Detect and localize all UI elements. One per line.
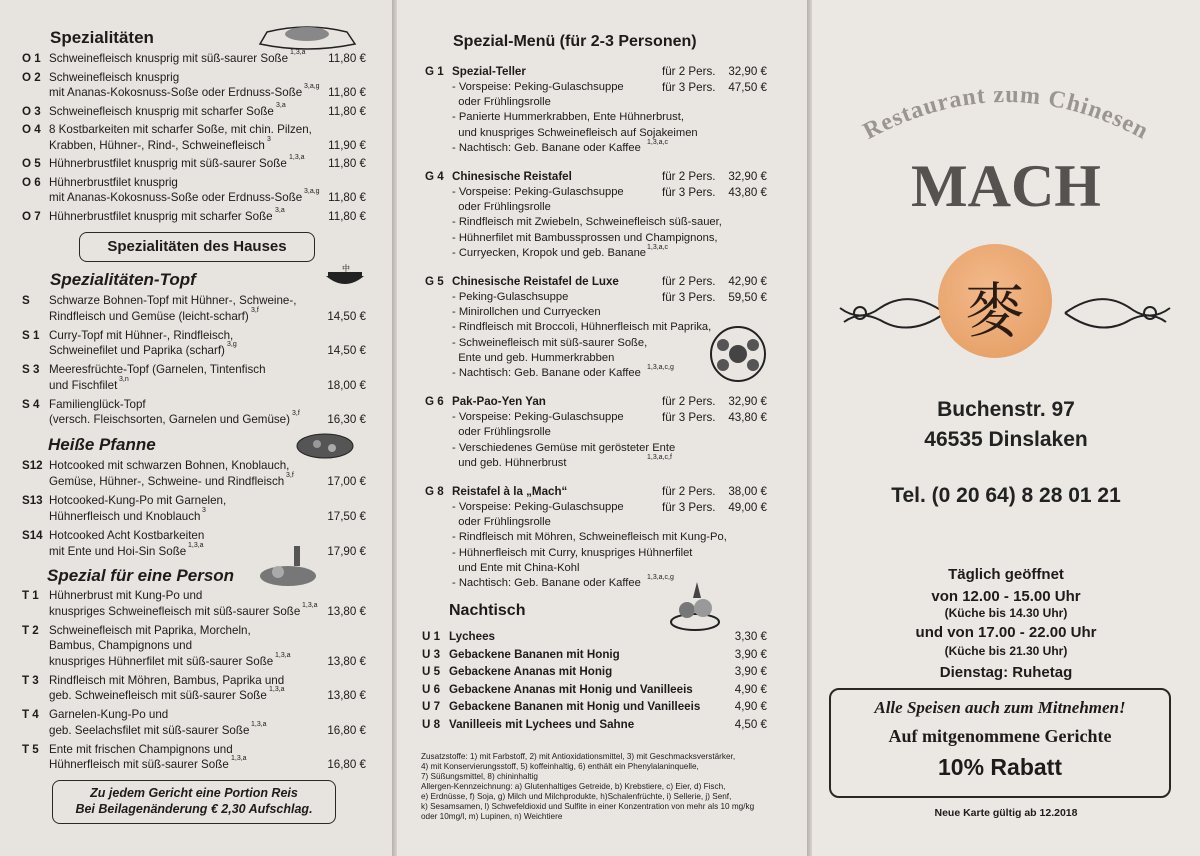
opening-hours-line: (Küche bis 21.30 Uhr) (944, 644, 1068, 658)
menu-number: G 5 (425, 275, 444, 288)
item-number: O 1 (22, 52, 41, 65)
item-text: Hühnerbrustfilet knusprig mit süß-saurer Soße (49, 157, 287, 170)
ornament-left (830, 278, 948, 348)
menu-panel-middle (397, 0, 807, 856)
menu-line: - Nachtisch: Geb. Banane oder Kaffee (452, 577, 641, 589)
promo-discount: 10% Rabatt (938, 754, 1062, 780)
dessert-number: U 7 (422, 700, 441, 713)
section-title-spezialitaeten: Spezialitäten (50, 28, 154, 47)
item-number: S 1 (22, 328, 40, 342)
item-number: T 5 (22, 742, 39, 756)
dessert-number: U 3 (422, 647, 441, 661)
legend-line: oder 10mg/l, m) Lupinen, n) Weichtiere (421, 812, 563, 821)
item-text: mit Ananas-Kokosnuss-Soße oder Erdnuss-Soße (49, 86, 303, 99)
item-number: S 4 (22, 397, 40, 411)
menu-line: - Panierte Hummerkrabben, Ente Hühnerbrust, (452, 111, 684, 124)
item-text: Schweinefleisch knusprig (49, 70, 180, 84)
item-number: O 7 (22, 209, 41, 223)
item-text: Meeresfrüchte-Topf (Garnelen, Tintenfisch (49, 363, 266, 376)
item-price: 18,00 € (327, 378, 366, 392)
allergen-code: 1,3,a (275, 651, 291, 659)
item-text: Schweinefleisch knusprig mit süß-saurer Soße (49, 52, 289, 65)
item-text: Hühnerbrustfilet knusprig (49, 175, 178, 189)
item-text: geb. Schweinefleisch mit süß-saurer Soße (49, 689, 267, 702)
item-number: T 4 (22, 708, 39, 721)
menu-price-2: 32,90 € (728, 395, 767, 409)
item-number: O 5 (22, 157, 41, 170)
address-street: Buchenstr. 97 (937, 398, 1075, 421)
legend-line: e) Erdnüsse, f) Soja, g) Milch und Milchprodukte, h)Schalenfrüchte, i) Sellerie, j) Senf, (421, 792, 732, 801)
item-price: 11,80 € (328, 209, 366, 223)
allergen-code: 1,3,a (302, 601, 318, 609)
menu-persons-3: für 3 Pers. (662, 81, 716, 94)
promo-box (829, 688, 1171, 798)
menu-line: oder Frühlingsrolle (452, 426, 551, 439)
dessert-price: 4,90 € (734, 682, 767, 696)
item-text: Curry-Topf mit Hühner-, Rindfleisch, (49, 328, 234, 342)
menu-price-2: 32,90 € (728, 170, 767, 183)
item-text: mit Ananas-Kokosnuss-Soße oder Erdnuss-Soße (49, 191, 303, 204)
promo-takeaway: Alle Speisen auch zum Mitnehmen! (874, 698, 1126, 717)
allergen-code: 1,3,a,c (647, 244, 669, 251)
allergen-code: 1,3,a (269, 686, 285, 693)
allergen-code: 3,f (292, 410, 300, 417)
item-price: 14,50 € (327, 344, 366, 357)
menu-line: - Rindfleisch mit Broccoli, Hühnerfleisch mit Paprika, (452, 321, 712, 334)
item-text: (versch. Fleischsorten, Garnelen und Gemüse) (49, 413, 290, 426)
menu-line: - Nachtisch: Geb. Banane oder Kaffee (452, 367, 641, 379)
menu-number: G 1 (425, 65, 444, 78)
item-price: 14,50 € (327, 309, 366, 323)
menu-number: G 6 (425, 395, 444, 409)
opening-hours-line: Dienstag: Ruhetag (939, 664, 1073, 681)
menu-price-2: 38,00 € (728, 485, 767, 498)
item-text: Schwarze Bohnen-Topf mit Hühner-, Schweine-, (49, 294, 297, 307)
menu-persons-3: für 3 Pers. (662, 186, 716, 199)
allergen-code: 3,g (227, 341, 237, 348)
item-price: 11,80 € (328, 191, 366, 204)
allergen-code: 3 (267, 135, 271, 143)
item-price: 11,80 € (328, 104, 366, 118)
dessert-number: U 6 (422, 682, 441, 696)
allergen-code: 3,f (286, 471, 294, 479)
item-text: Hühnerfleisch mit süß-saurer Soße (49, 758, 229, 771)
menu-persons-3: für 3 Pers. (662, 411, 716, 425)
svg-text:中: 中 (342, 264, 350, 273)
menu-persons-2: für 2 Pers. (662, 395, 716, 409)
item-text: Hotcooked-Kung-Po mit Garnelen, (49, 494, 227, 507)
fruit-bowl-icon (665, 576, 725, 634)
item-number: O 3 (22, 104, 41, 118)
item-text: Garnelen-Kung-Po und (49, 708, 169, 721)
item-number: O 4 (22, 123, 41, 136)
allergen-code: 3,a,g (304, 83, 320, 90)
section-title-nachtisch: Nachtisch (449, 602, 526, 619)
menu-line: - Rindfleisch mit Zwiebeln, Schweinefleisch süß-sauer, (452, 216, 722, 229)
menu-name: Chinesische Reistafel de Luxe (452, 275, 619, 288)
ornament-right (1062, 278, 1180, 348)
menu-line: oder Frühlingsrolle (452, 201, 551, 214)
item-price: 13,80 € (327, 654, 366, 668)
dessert-price: 3,30 € (734, 630, 767, 643)
menu-persons-2: für 2 Pers. (662, 65, 716, 78)
legend-line: k) Sesamsamen, l) Schwefeldioxid und Sulfite in einer Konzentration von mehr als 10 mg/kg (421, 802, 755, 811)
menu-price-3: 47,50 € (728, 81, 767, 94)
item-number: S14 (22, 529, 43, 542)
menu-line: und geb. Hühnerbrust (452, 456, 567, 469)
menu-price-3: 59,50 € (728, 291, 767, 304)
item-price: 16,80 € (327, 758, 366, 771)
item-text: knuspriges Hühnerfilet mit süß-saurer Soße (49, 654, 274, 668)
item-text: Hühnerfleisch und Knoblauch (49, 509, 201, 523)
section-title-person: Spezial für eine Person (47, 566, 235, 585)
dessert-price: 4,50 € (734, 717, 767, 731)
item-price: 17,50 € (327, 509, 366, 523)
item-price: 13,80 € (327, 689, 366, 702)
item-price: 17,00 € (327, 474, 366, 488)
item-number: S 3 (22, 363, 40, 376)
menu-line: - Vorspeise: Peking-Gulaschsuppe (452, 186, 624, 198)
restaurant-arc-text: Restaurant zum Chinesen (859, 81, 1153, 145)
item-text: Bambus, Champignons und (49, 639, 193, 652)
item-text: Hotcooked mit schwarzen Bohnen, Knoblauch, (49, 459, 290, 472)
menu-line: oder Frühlingsrolle (452, 516, 551, 529)
platter-icon (707, 325, 769, 383)
dessert-price: 4,90 € (734, 700, 767, 713)
haus-banner: Spezialitäten des Hauses (79, 232, 315, 262)
section-title-topf: Spezialitäten-Topf (50, 270, 196, 289)
dessert-number: U 8 (422, 717, 441, 731)
menu-line: - Hühnerfilet mit Bambussprossen und Champignons, (452, 231, 718, 244)
item-text: knuspriges Schweinefleisch mit süß-saurer Soße (49, 604, 301, 618)
item-number: O 2 (22, 70, 41, 84)
menu-line: oder Frühlingsrolle (452, 96, 551, 109)
menu-line: - Rindfleisch mit Möhren, Schweinefleisch mit Kung-Po, (452, 531, 727, 544)
pot-icon (322, 262, 368, 292)
item-text: Ente mit frischen Champignons und (49, 742, 233, 756)
menu-price-3: 49,00 € (728, 501, 767, 514)
allergen-code: 1,3,a,c,g (647, 364, 674, 372)
promo-line: Auf mitgenommene Gerichte (888, 726, 1112, 746)
opening-hours-line: und von 17.00 - 22.00 Uhr (915, 624, 1097, 641)
dessert-number: U 5 (422, 665, 441, 678)
item-text: mit Ente und Hoi-Sin Soße (49, 544, 187, 558)
menu-persons-2: für 2 Pers. (662, 485, 716, 498)
dessert-name: Gebackene Ananas mit Honig und Vanilleeis (449, 682, 693, 696)
section-title-spezial-menue: Spezial-Menü (für 2-3 Personen) (453, 33, 697, 50)
menu-name: Spezial-Teller (452, 65, 526, 78)
allergen-code: 1,3,a (188, 541, 204, 549)
menu-price-2: 32,90 € (728, 65, 767, 78)
menu-line: und knuspriges Schweinefleisch auf Sojakeimen (452, 126, 698, 139)
menu-line: Ente und geb. Hummerkrabben (452, 351, 615, 364)
menu-line: - Vorspeise: Peking-Gulaschsuppe (452, 501, 624, 513)
allergen-code: 1,3,a,c (647, 139, 669, 146)
item-price: 16,80 € (327, 723, 366, 737)
menu-line: - Vorspeise: Peking-Gulaschsuppe (452, 411, 624, 424)
menu-number: G 8 (425, 485, 444, 498)
menu-line: - Peking-Gulaschsuppe (452, 291, 569, 303)
item-text: Hühnerbrust mit Kung-Po und (49, 589, 203, 602)
menu-price-3: 43,80 € (728, 186, 767, 199)
item-text: Hotcooked Acht Kostbarkeiten (49, 529, 205, 542)
legend-line: Zusatzstoffe: 1) mit Farbstoff, 2) mit Antioxidationsmittel, 3) mit Geschmacksverstärker, (421, 752, 736, 761)
allergen-code: 1,3,a (251, 720, 267, 728)
item-price: 16,30 € (327, 413, 366, 426)
dessert-price: 3,90 € (734, 647, 767, 661)
legend-line: 4) mit Konservierungsstoff, 5) koffeinhaltig, 6) enthält ein Phenylalaninquelle, (421, 762, 699, 771)
item-text: Schweinefleisch knusprig mit scharfer Soße (49, 104, 274, 118)
item-text: Rindfleisch mit Möhren, Bambus, Paprika und (49, 673, 285, 687)
dessert-name: Gebackene Bananen mit Honig (449, 647, 620, 661)
section-title-pfanne: Heiße Pfanne (48, 435, 156, 454)
item-text: Familienglück-Topf (49, 397, 146, 411)
allergen-code: 1,3,a (231, 755, 247, 762)
restaurant-name: MACH (911, 153, 1101, 219)
allergen-code: 3,f (251, 306, 259, 314)
item-text: 8 Kostbarkeiten mit scharfer Soße, mit chin. Pilzen, (49, 123, 312, 136)
item-price: 11,90 € (328, 138, 366, 152)
item-text: Hühnerbrustfilet knusprig mit scharfer Soße (49, 209, 273, 223)
reis-note-box: Zu jedem Gericht eine Portion Reis Bei Beilagenänderung € 2,30 Aufschlag. (52, 780, 336, 824)
menu-name: Chinesische Reistafel (452, 170, 572, 183)
item-text: und Fischfilet (49, 378, 118, 392)
menu-number: G 4 (425, 170, 444, 183)
legend-line: Allergen-Kennzeichnung: a) Glutenhaltiges Getreide, b) Krebstiere, c) Eier, d) Fisch, (421, 782, 726, 791)
svg-text:Restaurant zum Chinesen (859, 82, 1153, 145)
telephone: Tel. (0 20 64) 8 28 01 21 (891, 484, 1121, 507)
menu-persons-2: für 2 Pers. (662, 275, 716, 288)
logo-character: 麥 (965, 277, 1025, 347)
allergen-code: 3,a (275, 206, 285, 214)
legend-line: 7) Süßungsmittel, 8) chininhaltig (421, 772, 538, 781)
allergen-code: 1,3,a (289, 154, 305, 161)
item-text: Rindfleisch und Gemüse (leicht-scharf) (49, 309, 249, 323)
allergen-code: 1,3,a,c,f (647, 454, 672, 461)
opening-hours-line: von 12.00 - 15.00 Uhr (931, 588, 1081, 605)
item-text: Schweinefilet und Paprika (scharf) (49, 344, 225, 357)
opening-hours-line: (Küche bis 14.30 Uhr) (944, 606, 1068, 620)
allergen-code: 3,a (276, 101, 286, 109)
allergen-code: 3 (202, 506, 206, 514)
item-number: S13 (22, 494, 43, 507)
logo-circle (938, 244, 1052, 358)
menu-panel-left (0, 0, 392, 856)
item-number: S12 (22, 459, 43, 472)
item-number: O 6 (22, 175, 41, 189)
menu-line: und Ente mit China-Kohl (452, 561, 580, 574)
item-price: 11,80 € (328, 86, 366, 99)
dish-illustration-icon (255, 18, 360, 50)
hot-pan-icon (292, 430, 358, 462)
menu-line: - Curryecken, Kropok und geb. Banane (452, 246, 647, 259)
opening-hours-line: Täglich geöffnet (948, 566, 1064, 583)
validity-note: Neue Karte gültig ab 12.2018 (934, 807, 1078, 819)
item-number: T 3 (22, 673, 39, 687)
allergen-code: 1,3,a (290, 49, 306, 56)
dessert-price: 3,90 € (734, 665, 767, 678)
dessert-name: Vanilleeis mit Lychees und Sahne (449, 717, 635, 731)
item-number: T 2 (22, 623, 39, 637)
item-text: geb. Seelachsfilet mit süß-saurer Soße (49, 723, 250, 737)
menu-line: - Vorspeise: Peking-Gulaschsuppe (452, 81, 624, 93)
menu-line: - Schweinefleisch mit süß-saurer Soße, (452, 336, 648, 349)
menu-persons-3: für 3 Pers. (662, 501, 716, 514)
item-text: Krabben, Hühner-, Rind-, Schweinefleisch (49, 138, 265, 152)
item-text: Schweinefleisch mit Paprika, Morcheln, (49, 623, 251, 637)
menu-name: Reistafel à la „Mach“ (452, 485, 568, 498)
item-price: 13,80 € (327, 604, 366, 618)
address-city: 46535 Dinslaken (924, 428, 1088, 451)
allergen-code: 3,a,g (304, 188, 320, 195)
dessert-name: Gebackene Bananen mit Honig und Vanilleeis (449, 700, 701, 713)
item-number: T 1 (22, 589, 39, 602)
menu-persons-2: für 2 Pers. (662, 170, 716, 183)
item-price: 17,90 € (327, 544, 366, 558)
menu-name: Pak-Pao-Yen Yan (452, 395, 546, 409)
dessert-number: U 1 (422, 630, 441, 643)
item-text: Gemüse, Hühner-, Schweine- und Rindfleisch (49, 474, 285, 488)
allergen-code: 1,3,a,c,g (647, 574, 674, 582)
menu-price-2: 42,90 € (728, 275, 767, 288)
menu-line: - Verschiedenes Gemüse mit gerösteter Ente (452, 441, 676, 454)
menu-persons-3: für 3 Pers. (662, 291, 716, 304)
menu-line: - Minirollchen und Curryecken (452, 306, 601, 319)
item-price: 11,80 € (328, 157, 366, 170)
dessert-name: Lychees (449, 630, 495, 643)
item-price: 11,80 € (328, 52, 366, 65)
menu-price-3: 43,80 € (728, 411, 767, 425)
menu-line: - Nachtisch: Geb. Banane oder Kaffee (452, 141, 641, 154)
menu-line: - Hühnerfleisch mit Curry, knuspriges Hühnerfilet (452, 546, 693, 559)
allergen-code: 3,n (119, 375, 129, 383)
item-number: S (22, 294, 30, 307)
plated-dish-icon (256, 542, 326, 590)
dessert-name: Gebackene Ananas mit Honig (449, 665, 613, 678)
cover-panel (812, 0, 1200, 856)
